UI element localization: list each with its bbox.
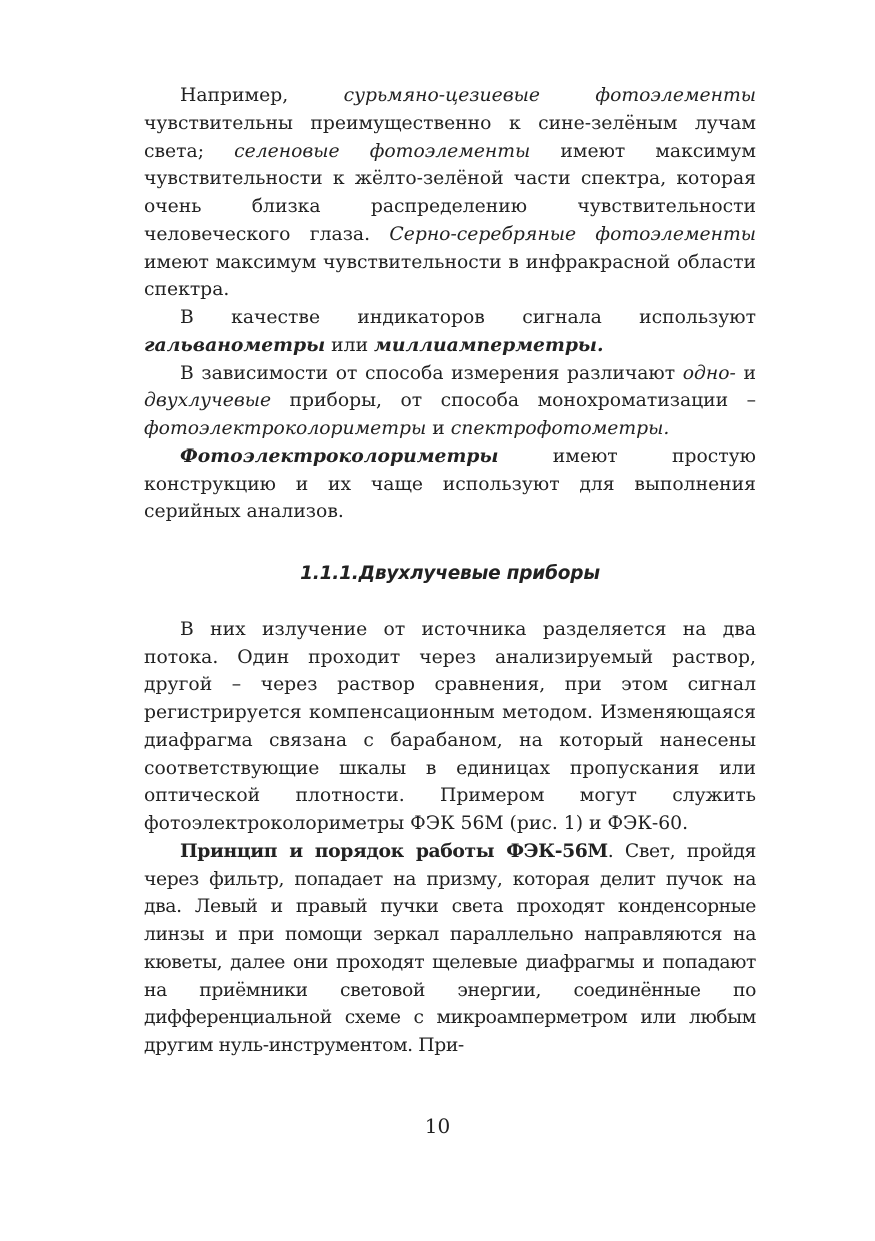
page-number: 10: [424, 1114, 451, 1138]
text-segment: миллиамперметры.: [374, 333, 604, 356]
paragraph-two-beam-description: [144, 616, 756, 838]
text-segment: фотоэлектроколориметры: [144, 418, 427, 439]
text-segment: . Свет, пройдя через фильтр, попадает на призму, которая делит пучок на два. Левый и правый пучки света проходят конденсорные линзы и при помощи зеркал параллельно направляются на кюветы, далее они проходят щелевые диафрагмы и попадают на приёмники световой энергии, соединённые по дифференциальной схеме с микроамперметром или любым другим нуль-инструментом. При-: [144, 840, 756, 1056]
paragraph-photocell-sensitivity: [144, 82, 756, 304]
text-segment: и: [426, 418, 451, 439]
text-segment: имеют максимум чувствительности к жёлто-зелёной части спектра, которая очень близка распределению чувствительности человеческого глаза.: [144, 140, 757, 245]
text-segment: Например,: [180, 85, 344, 106]
text-segment: Фотоэлектроколориметры: [180, 444, 499, 467]
text-segment: и: [735, 362, 756, 384]
text-segment: чувствительны преимущественно к сине-зелёным лучам света;: [144, 112, 756, 162]
text-segment: В них излучение от источника разделяется на два потока. Один проходит через анализируемый раствор, другой – через раствор сравнения, при этом сигнал регистрируется компенсационным методом. Изменяющаяся диафрагма связана с барабаном, на который нанесены соответствующие шкалы в единицах пропускания или оптической плотности. Примером могут служить фотоэлектроколориметры ФЭК 56М (рис. 1) и ФЭК-60.: [144, 618, 756, 834]
text-segment: Серно-серебряные фотоэлементы: [389, 223, 756, 245]
text-segment: имеют максимум чувствительности в инфракрасной области спектра.: [144, 251, 756, 301]
text-segment: гальванометры: [144, 333, 326, 356]
text-segment: спектрофотометры.: [450, 418, 670, 439]
text-segment: сурьмяно-цезиевые фотоэлементы: [343, 85, 756, 106]
text-segment: одно-: [682, 362, 736, 384]
paragraph-device-types: [144, 360, 756, 443]
paragraph-fek56m-principle: [144, 838, 756, 1060]
section-title: Двухлучевые приборы: [358, 563, 600, 584]
paragraph-indicators: [144, 304, 756, 360]
text-segment: В зависимости от способа измерения различают: [180, 362, 683, 384]
body-text: [144, 82, 756, 1060]
text-segment: приборы, от способа монохроматизации –: [271, 390, 756, 412]
section-heading: [144, 560, 756, 588]
text-segment: селеновые фотоэлементы: [234, 140, 531, 162]
text-segment: имеют простую конструкцию и их чаще используют для выполнения серийных анализов.: [144, 445, 756, 523]
text-segment: двухлучевые: [144, 390, 272, 412]
text-segment: В качестве индикаторов сигнала используют: [180, 307, 756, 328]
text-segment: Принцип и порядок работы ФЭК-56М: [180, 839, 608, 862]
paragraph-photoelectrocolorimeters: [144, 443, 756, 526]
section-number: 1.1.1.: [300, 563, 359, 584]
text-segment: или: [325, 334, 375, 356]
